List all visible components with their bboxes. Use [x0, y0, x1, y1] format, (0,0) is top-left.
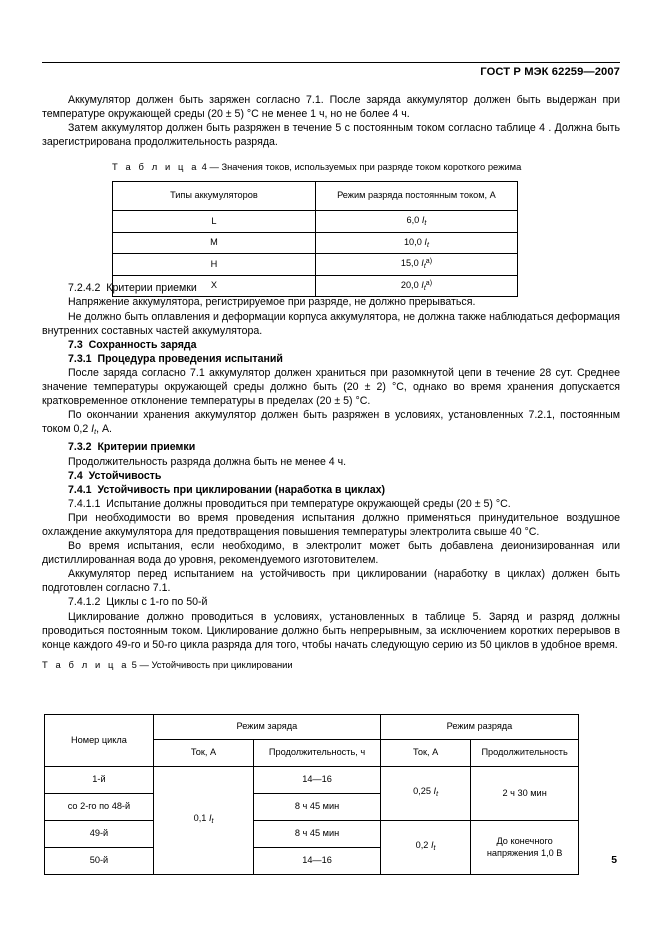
table-4-cell-current	[315, 254, 517, 276]
table-5-caption-number: 5	[131, 658, 137, 670]
paragraph-charge-instruction: Аккумулятор должен быть заряжен согласно 7.1. После заряда аккумулятор должен быть выдержан при температуре окружающей среды (20 ± 5) °С не менее 1 ч, но не более 4 ч.	[42, 94, 620, 121]
header-rule	[42, 62, 620, 63]
section-7-3	[42, 338, 620, 352]
current-symbol: I	[91, 423, 95, 436]
document-body	[42, 93, 620, 671]
section-text: Испытание должны проводиться при температуре окружающей среды (20 ± 5) °С.	[106, 497, 511, 510]
section-7-4-1	[42, 483, 620, 497]
table-5-cell-discharge-duration-2	[471, 821, 579, 875]
table-4-header-current: Режим разряда постоянным током, А	[315, 182, 517, 211]
page-number: 5	[611, 855, 617, 866]
table-5-header-discharge-current: Ток, А	[380, 740, 470, 767]
table-row	[113, 211, 518, 233]
table-5-header-charge-current: Ток, А	[153, 740, 253, 767]
value: 15,0	[400, 258, 419, 268]
paragraph-discharge-instruction: Затем аккумулятор должен быть разряжен в течение 5 с постоянным током согласно таблице 4 . Должна быть зарегистрирована продолжительность разряда.	[42, 122, 620, 149]
table-5-cell-charge-duration: 8 ч 45 мин	[254, 794, 381, 821]
table-5-cell-discharge-current-1	[380, 767, 470, 821]
section-7-4-1-1	[42, 497, 620, 511]
table-4-caption-text: — Значения токов, используемых при разряде током короткого режима	[209, 161, 522, 172]
current-symbol: I	[421, 215, 425, 225]
paragraph-text-b: , А.	[96, 423, 112, 436]
paragraph-deformation-criteria: Не должно быть оплавления и деформации корпуса аккумулятора, не должна также наблюдаться деформация внутренних составных частей аккумулятора.	[42, 310, 620, 337]
section-title: Критерии приемки	[106, 282, 197, 295]
table-4-cell-type: H	[113, 254, 316, 276]
paragraph-forced-air-cooling: При необходимости во время проведения испытания должно применяться принудительное воздушное охлаждение аккумулятора для предотвращения повышения температуры электролита свыше 40 °С.	[42, 511, 620, 538]
section-7-4	[42, 469, 620, 483]
value: 0,25	[413, 786, 431, 797]
table-5-cell-charge-duration: 8 ч 45 мин	[254, 821, 381, 848]
paragraph-post-storage-discharge	[42, 408, 620, 440]
table-row	[45, 821, 579, 848]
section-7-3-1	[42, 352, 620, 366]
table-5-cell-cycle: 1-й	[45, 767, 154, 794]
current-subscript: t	[423, 284, 426, 292]
line-2: напряжения 1,0 В	[486, 847, 563, 858]
section-text: Циклы с 1-го по 50-й	[106, 596, 208, 609]
current-subscript: t	[436, 791, 439, 799]
page-header	[42, 62, 620, 79]
section-number: 7.4.1.2	[68, 596, 101, 609]
section-title: Сохранность заряда	[88, 338, 197, 351]
table-5-header-discharge-group: Режим разряда	[380, 715, 578, 740]
table-5-cell-charge-duration: 14—16	[254, 767, 381, 794]
section-title: Процедура проведения испытаний	[97, 352, 283, 365]
section-7-4-1-2	[42, 595, 620, 609]
current-symbol: I	[208, 813, 212, 824]
table-5-header-charge-duration: Продолжительность, ч	[254, 740, 381, 767]
table-4-discharge-currents	[112, 181, 518, 297]
table-5-caption-word: Т а б л и ц а	[42, 658, 130, 670]
table-5-cell-discharge-current-2	[380, 821, 470, 875]
current-subscript: t	[94, 429, 97, 437]
paragraph-preparation: Аккумулятор перед испытанием на устойчивость при циклировании (наработку в циклах) должен быть подготовлен согласно 7.1.	[42, 568, 620, 595]
section-number: 7.4.1.1	[68, 497, 101, 510]
section-title: Устойчивость при циклировании (наработка в циклах)	[97, 483, 386, 496]
value: 0,2	[415, 840, 429, 851]
paragraph-water-topup: Во время испытания, если необходимо, в электролит может быть добавлена деионизированная или дистиллированная вода до уровня, рекомендуемого изготовителем.	[42, 540, 620, 567]
paragraph-discharge-duration-criteria: Продолжительность разряда должна быть не менее 4 ч.	[68, 455, 347, 468]
table-5-header-discharge-duration: Продолжительность	[471, 740, 579, 767]
current-subscript: t	[424, 220, 427, 227]
table-row	[113, 275, 518, 297]
table-4-cell-type: M	[113, 232, 316, 254]
table-5-header-cycle: Номер цикла	[45, 715, 154, 767]
table-5-caption	[42, 659, 620, 671]
table-5-cell-cycle: 50-й	[45, 848, 154, 875]
table-5-cell-charge-duration: 14—16	[254, 848, 381, 875]
current-symbol: I	[421, 279, 424, 290]
current-subscript: t	[433, 845, 436, 853]
standard-designation: ГОСТ Р МЭК 62259—2007	[480, 66, 620, 78]
table-4-body	[113, 211, 518, 297]
table-4-caption	[112, 161, 582, 173]
table-4-caption-word: Т а б л и ц а	[112, 161, 200, 172]
section-number: 7.2.4.2	[68, 282, 101, 295]
table-row	[45, 767, 579, 794]
table-5-head	[45, 715, 579, 767]
line-1: До конечного	[496, 836, 553, 846]
table-4-caption-number: 4	[201, 161, 207, 172]
value: 10,0	[403, 236, 422, 247]
table-4-head	[113, 182, 518, 211]
table-5-cycling-endurance	[44, 714, 579, 875]
section-number: 7.3	[68, 338, 83, 351]
table-5-caption-text: — Устойчивость при циклировании	[139, 658, 293, 670]
table-5-body	[45, 767, 579, 875]
table-5-cell-cycle: со 2-го по 48-й	[45, 794, 154, 821]
paragraph-storage-conditions: После заряда согласно 7.1 аккумулятор должен храниться при разомкнутой цепи в течение 28 сут. Среднее значение температуры окружающей среды должно быть (20 ± 2) °С, однако во время хранения допускается кратковременное отклонение температуры в пределах (20 ± 5) °С.	[42, 366, 620, 408]
value: 0,1	[193, 813, 207, 824]
table-4-cell-current	[315, 275, 517, 297]
value: 6,0	[406, 215, 420, 225]
section-title: Критерии приемки	[97, 441, 196, 454]
paragraph-cycling-conditions: Циклирование должно проводиться в условиях, установленных в таблице 5. Заряд и разряд должны проводиться постоянным током. Циклирование должно быть непрерывным, за исключением коротких перерывов в конце каждого 49-го и 50-го цикла разряда для того, чтобы начать следующую серию из 50 циклов в удобное время.	[42, 610, 620, 651]
current-subscript: t	[426, 241, 429, 249]
current-subscript: t	[211, 818, 214, 826]
table-5-header-row-1	[45, 715, 579, 740]
section-number: 7.4	[68, 469, 83, 482]
table-4-cell-current	[315, 211, 517, 233]
table-4-cell-type: L	[113, 211, 316, 233]
table-row	[113, 254, 518, 276]
table-row	[113, 232, 518, 254]
section-number: 7.4.1	[68, 483, 92, 496]
value: 20,0	[400, 279, 419, 290]
table-5-cell-cycle: 49-й	[45, 821, 154, 848]
section-number: 7.3.2	[68, 441, 92, 454]
current-symbol: I	[430, 840, 434, 851]
table-4-cell-type: X	[113, 275, 316, 297]
table-4-wrapper	[112, 181, 518, 297]
section-title: Устойчивость	[88, 469, 162, 482]
current-symbol: I	[433, 786, 437, 797]
section-7-3-2	[42, 440, 620, 454]
table-4-header-row	[113, 182, 518, 211]
section-number: 7.3.1	[68, 352, 92, 365]
footnote-marker: а)	[425, 258, 433, 265]
table-5-header-charge-group: Режим заряда	[153, 715, 380, 740]
table-4-header-type: Типы аккумуляторов	[113, 182, 316, 211]
table-5-cell-charge-current	[153, 767, 253, 875]
current-subscript: t	[423, 263, 426, 270]
paragraph-voltage-criteria: Напряжение аккумулятора, регистрируемое при разряде, не должно прерываться.	[68, 296, 476, 309]
table-4-cell-current	[315, 232, 517, 254]
table-5-wrapper	[44, 714, 579, 875]
paragraph-text-a: По окончании хранения аккумулятор должен быть разряжен в условиях, установленных 7.2.1, постоянным током 0,2	[42, 409, 620, 436]
current-symbol: I	[421, 258, 424, 268]
table-5-cell-discharge-duration-1: 2 ч 30 мин	[471, 767, 579, 821]
current-symbol: I	[424, 236, 427, 247]
footnote-marker: а)	[425, 279, 433, 287]
